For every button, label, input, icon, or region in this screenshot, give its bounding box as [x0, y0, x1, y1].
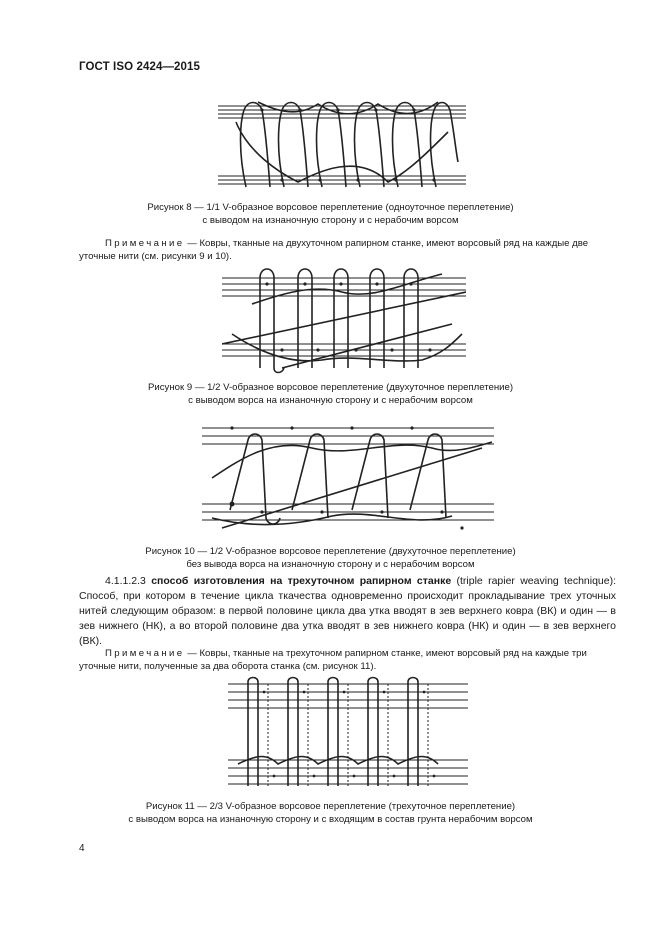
page-number: 4 — [79, 843, 85, 854]
section-4-1-1-2-3: 4.1.1.2.3 способ изготовления на трехуточном рапирном станке (triple rapier weaving technique): Способ, при котором в течение цикла ткачества одновременно происходит прокладывание трех уточных нитей следующим образом: в первой половине цикла два утка вводят в зев верхнего ковра (ВК) и один — в зев нижнего (НК), а во второй половине два утка вводят в зев нижнего ковра (НК) и один — в зев верхнего (ВК). — [79, 575, 617, 647]
figure-8-caption: Рисунок 8 — 1/1 V-образное ворсовое переплетение (одноуточное переплетение) с выводом на изнаночную сторону и с нерабочим ворсом — [147, 202, 514, 226]
figure-10-caption: Рисунок 10 — 1/2 V-образное ворсовое переплетение (двухуточное переплетение) без вывода ворса на изнаночную сторону и с нерабочим ворсом — [145, 546, 516, 570]
figure-9-caption: Рисунок 9 — 1/2 V-образное ворсовое переплетение (двухуточное переплетение) с выводом ворса на изнаночную сторону и с нерабочим ворсом — [147, 382, 514, 406]
note-2: Примечание — Ковры, тканные на трехуточном рапирном станке, имеют ворсовый ряд на каждые три уточные нити, полученные за два оборота станка (см. рисунок 11). — [79, 648, 587, 672]
figure-10-diagram — [202, 418, 494, 536]
figure-9-diagram — [222, 264, 466, 376]
document-header: ГОСТ ISO 2424—2015 — [79, 61, 201, 73]
figure-11-diagram — [228, 674, 468, 796]
figure-8-diagram — [218, 92, 466, 196]
figure-11-caption: Рисунок 11 — 2/3 V-образное ворсовое переплетение (трехуточное переплетение) с выводом ворса на изнаночную сторону и с входящим в состав грунта нерабочим ворсом — [128, 801, 533, 825]
note-1: Примечание — Ковры, тканные на двухуточном рапирном станке, имеют ворсовый ряд на каждые две уточные нити (см. рисунки 9 и 10). — [79, 238, 589, 262]
